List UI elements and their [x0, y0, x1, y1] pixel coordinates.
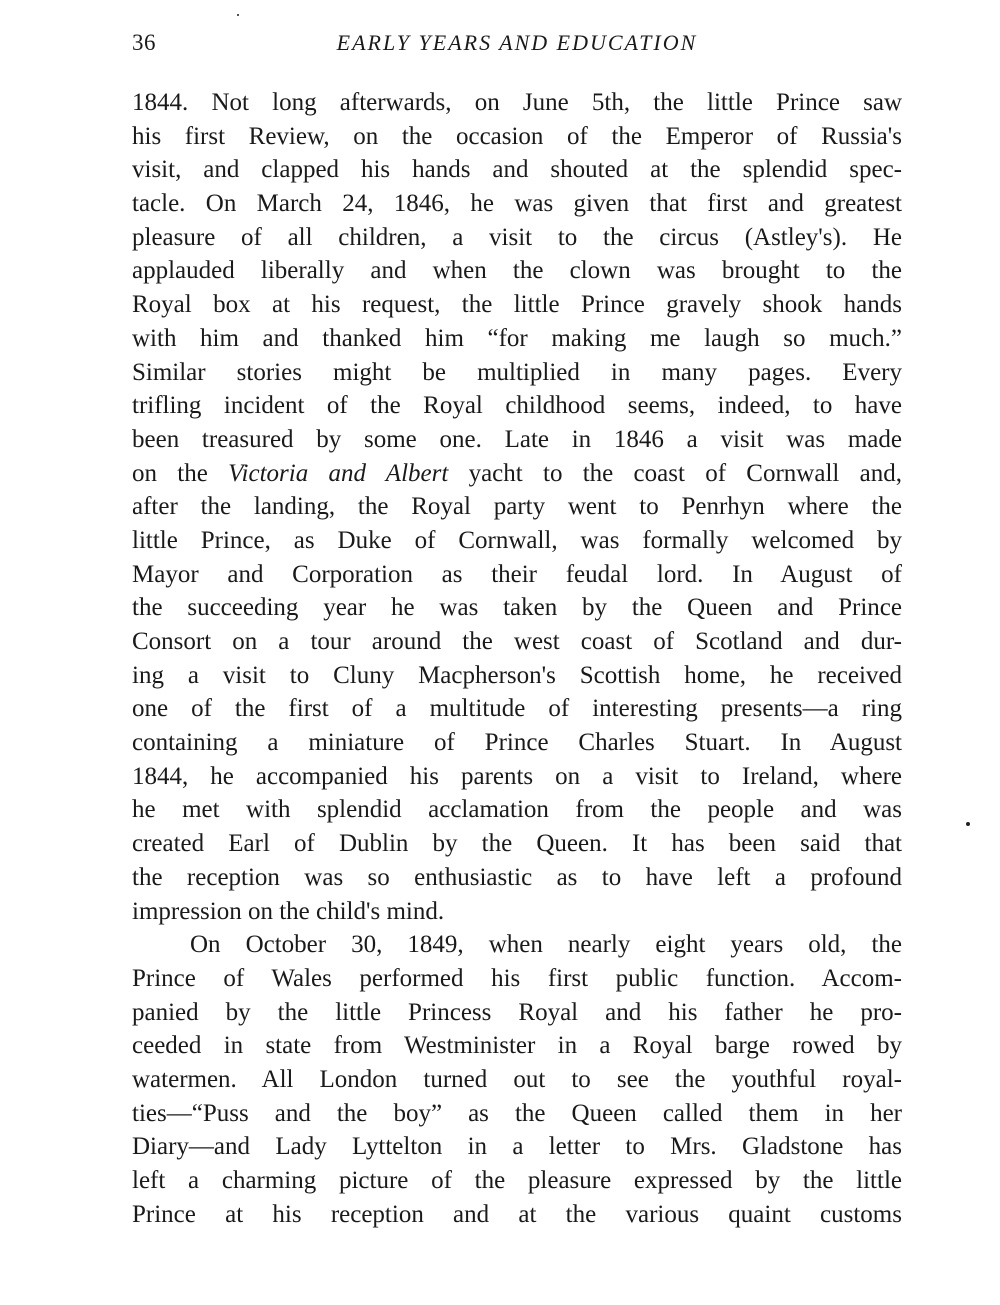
paragraph-1	[132, 86, 902, 928]
print-speck	[966, 822, 970, 826]
text-line: 1844, he accompanied his parents on a visit to Ireland, where	[132, 762, 902, 790]
text-line: he met with splendid acclamation from the people and was	[132, 796, 902, 824]
text-line: containing a miniature of Prince Charles Stuart. In August	[132, 729, 902, 757]
text-line	[132, 457, 902, 491]
text-line: with him and thanked him “for making me laugh so much.”	[132, 324, 902, 352]
text-line: watermen. All London turned out to see the youthful royal-	[132, 1065, 902, 1093]
text-line: Diary—and Lady Lyttelton in a letter to Mrs. Gladstone has	[132, 1133, 902, 1161]
text-line: Similar stories might be multiplied in many pages. Every	[132, 358, 902, 386]
text-line: the reception was so enthusiastic as to have left a profound	[132, 863, 902, 891]
text-line: panied by the little Princess Royal and his father he pro-	[132, 998, 902, 1026]
text-line: ties—“Puss and the boy” as the Queen called them in her	[132, 1099, 902, 1127]
text-line: applauded liberally and when the clown was brought to the	[132, 257, 902, 285]
text-line: the succeeding year he was taken by the Queen and Prince	[132, 594, 902, 622]
text-line: Mayor and Corporation as their feudal lord. In August of	[132, 560, 902, 588]
text-segment: yacht to the coast of Cornwall and,	[448, 459, 902, 487]
text-line: impression on the child's mind.	[132, 897, 445, 925]
text-line: ceeded in state from Westminister in a Royal barge rowed by	[132, 1032, 902, 1060]
text-line: ing a visit to Cluny Macpherson's Scottish home, he received	[132, 661, 902, 689]
text-line: 1844. Not long afterwards, on June 5th, the little Prince saw	[132, 89, 902, 116]
text-line: after the landing, the Royal party went to Penrhyn where the	[132, 493, 902, 521]
paragraph-2	[132, 928, 902, 1231]
print-speck	[237, 14, 239, 16]
running-head: EARLY YEARS AND EDUCATION	[336, 30, 698, 55]
text-segment: on the	[132, 459, 229, 487]
text-line: left a charming picture of the pleasure expressed by the little	[132, 1167, 902, 1194]
text-line: pleasure of all children, a visit to the circus (Astley's). He	[132, 223, 902, 251]
text-line: Royal box at his request, the little Prince gravely shook hands	[132, 291, 902, 319]
text-line: Consort on a tour around the west coast of Scotland and dur-	[132, 628, 902, 655]
text-line: tacle. On March 24, 1846, he was given that first and greatest	[132, 190, 902, 218]
text-line: little Prince, as Duke of Cornwall, was formally welcomed by	[132, 526, 902, 554]
page-number: 36	[132, 30, 156, 55]
text-line: created Earl of Dublin by the Queen. It has been said that	[132, 830, 902, 858]
text-line: trifling incident of the Royal childhood seems, indeed, to have	[132, 392, 902, 420]
text-line: one of the first of a multitude of interesting presents—a ring	[132, 695, 902, 723]
text-line: Prince at his reception and at the various quaint customs	[132, 1200, 902, 1228]
page-header	[132, 30, 902, 64]
text-line: Prince of Wales performed his first public function. Accom-	[132, 964, 902, 992]
text-line: visit, and clapped his hands and shouted at the splendid spec-	[132, 156, 902, 184]
ship-name-italic: Victoria and Albert	[228, 459, 449, 487]
body-text	[132, 86, 902, 1231]
text-line: his first Review, on the occasion of the Emperor of Russia's	[132, 122, 902, 150]
text-line: been treasured by some one. Late in 1846 a visit was made	[132, 425, 902, 453]
text-line: On October 30, 1849, when nearly eight years old, the	[190, 931, 902, 959]
